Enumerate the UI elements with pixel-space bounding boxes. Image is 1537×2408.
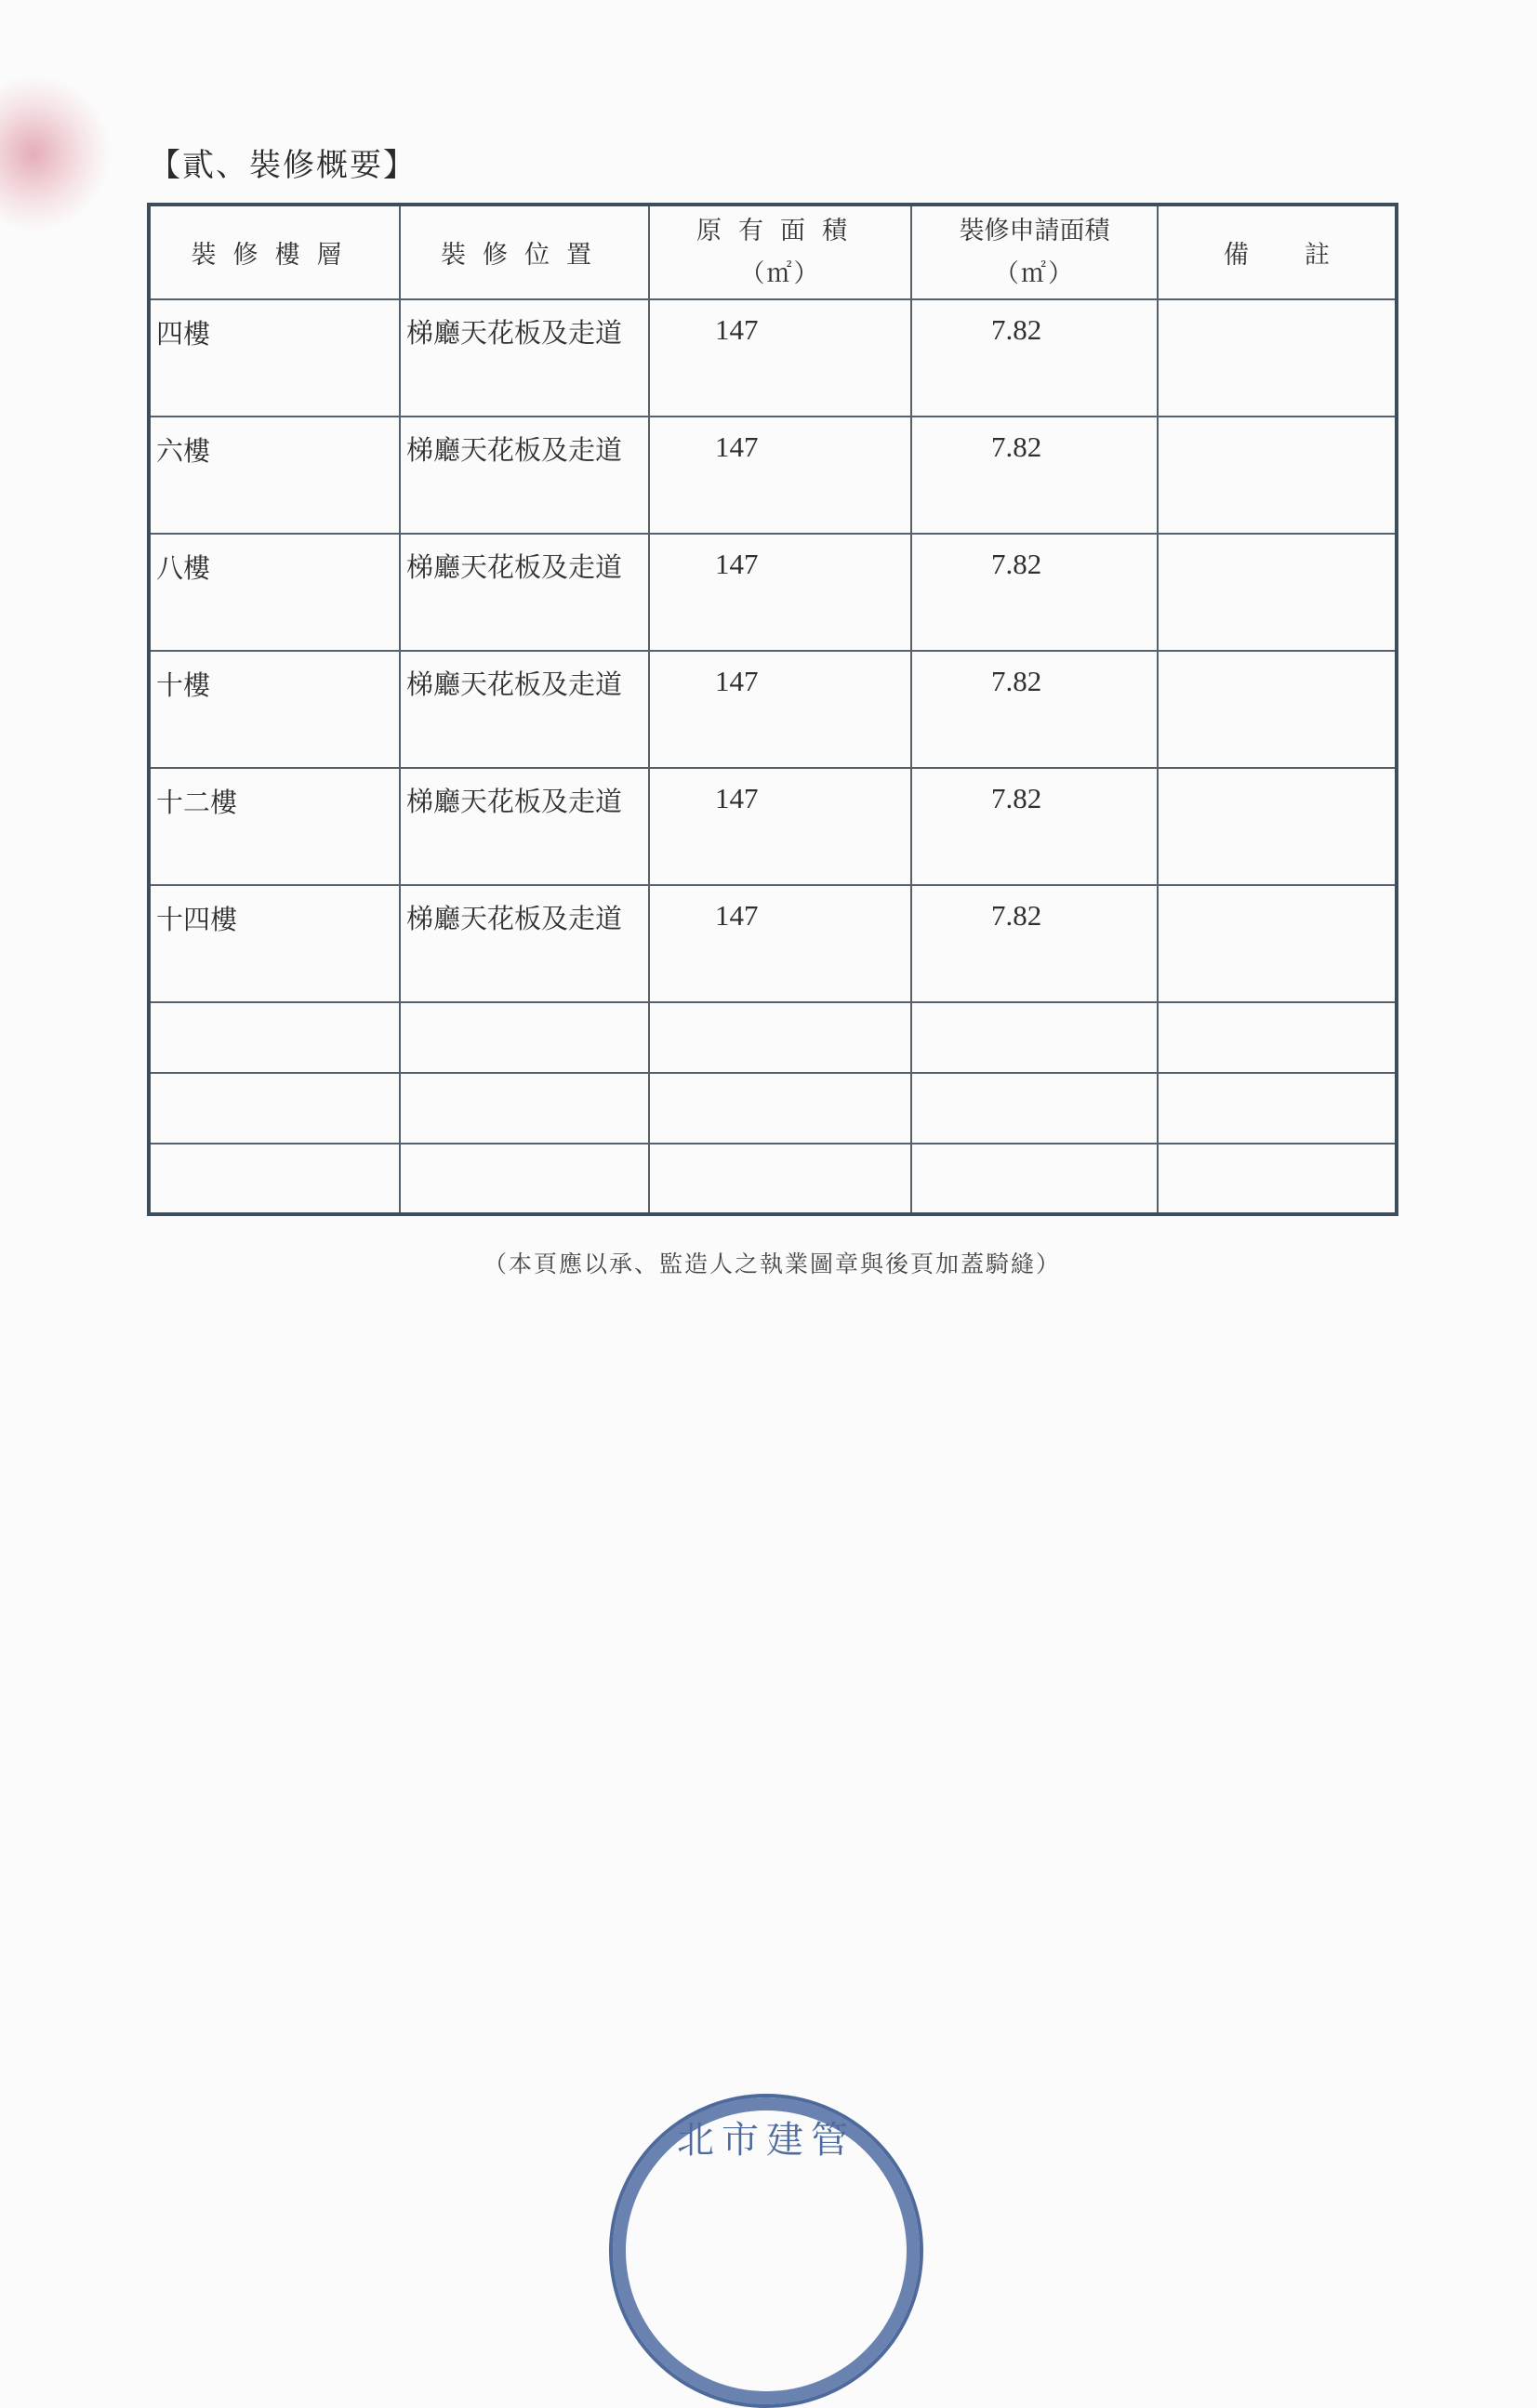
original-area-cell: 147 bbox=[649, 651, 911, 768]
header-original-area: 原有面積 （㎡） bbox=[649, 205, 911, 299]
empty-cell bbox=[911, 1073, 1158, 1144]
empty-cell bbox=[149, 1144, 400, 1214]
empty-cell bbox=[400, 1002, 649, 1073]
header-location: 裝修位置 bbox=[400, 205, 649, 299]
requested-area-cell: 7.82 bbox=[911, 299, 1158, 417]
floor-cell: 四樓 bbox=[149, 299, 400, 417]
floor-cell: 八樓 bbox=[149, 534, 400, 651]
remarks-cell bbox=[1158, 534, 1397, 651]
empty-cell bbox=[649, 1002, 911, 1073]
floor-cell: 十四樓 bbox=[149, 885, 400, 1002]
empty-cell bbox=[649, 1073, 911, 1144]
location-cell: 梯廳天花板及走道 bbox=[400, 768, 649, 885]
original-area-cell: 147 bbox=[649, 534, 911, 651]
floor-cell: 十樓 bbox=[149, 651, 400, 768]
location-cell: 梯廳天花板及走道 bbox=[400, 417, 649, 534]
empty-row bbox=[149, 1144, 1397, 1214]
official-seal bbox=[609, 2094, 923, 2408]
requested-area-cell: 7.82 bbox=[911, 534, 1158, 651]
header-requested-area: 裝修申請面積 （㎡） bbox=[911, 205, 1158, 299]
renovation-summary-table bbox=[147, 203, 1398, 1216]
remarks-cell bbox=[1158, 768, 1397, 885]
table-row bbox=[149, 885, 1397, 1002]
empty-cell bbox=[400, 1144, 649, 1214]
empty-cell bbox=[1158, 1144, 1397, 1214]
requested-area-cell: 7.82 bbox=[911, 885, 1158, 1002]
header-requested-area-unit: （㎡） bbox=[994, 258, 1075, 288]
original-area-cell: 147 bbox=[649, 885, 911, 1002]
seal-text: 北市建管 bbox=[677, 2119, 855, 2162]
empty-cell bbox=[911, 1144, 1158, 1214]
empty-cell bbox=[1158, 1002, 1397, 1073]
table-row bbox=[149, 768, 1397, 885]
requested-area-cell: 7.82 bbox=[911, 417, 1158, 534]
empty-cell bbox=[400, 1073, 649, 1144]
requested-area-cell: 7.82 bbox=[911, 768, 1158, 885]
remarks-cell bbox=[1158, 651, 1397, 768]
header-floor: 裝修樓層 bbox=[149, 205, 400, 299]
location-cell: 梯廳天花板及走道 bbox=[400, 534, 649, 651]
table-row bbox=[149, 534, 1397, 651]
empty-cell bbox=[149, 1073, 400, 1144]
remarks-cell bbox=[1158, 299, 1397, 417]
location-cell: 梯廳天花板及走道 bbox=[400, 885, 649, 1002]
table-row bbox=[149, 417, 1397, 534]
footnote: （本頁應以承、監造人之執業圖章與後頁加蓋騎縫） bbox=[484, 1250, 1062, 1277]
table-row bbox=[149, 299, 1397, 417]
empty-cell bbox=[1158, 1073, 1397, 1144]
remarks-cell bbox=[1158, 885, 1397, 1002]
header-row bbox=[149, 205, 1397, 299]
original-area-cell: 147 bbox=[649, 417, 911, 534]
empty-cell bbox=[149, 1002, 400, 1073]
original-area-cell: 147 bbox=[649, 299, 911, 417]
floor-cell: 六樓 bbox=[149, 417, 400, 534]
location-cell: 梯廳天花板及走道 bbox=[400, 299, 649, 417]
empty-cell bbox=[911, 1002, 1158, 1073]
table-row bbox=[149, 651, 1397, 768]
original-area-cell: 147 bbox=[649, 768, 911, 885]
header-original-area-unit: （㎡） bbox=[739, 258, 821, 288]
empty-row bbox=[149, 1002, 1397, 1073]
remarks-cell bbox=[1158, 417, 1397, 534]
requested-area-cell: 7.82 bbox=[911, 651, 1158, 768]
location-cell: 梯廳天花板及走道 bbox=[400, 651, 649, 768]
section-title: 【貳、裝修概要】 bbox=[149, 147, 417, 184]
header-remarks: 備 註 bbox=[1158, 205, 1397, 299]
empty-cell bbox=[649, 1144, 911, 1214]
floor-cell: 十二樓 bbox=[149, 768, 400, 885]
corner-stain bbox=[0, 74, 112, 232]
empty-row bbox=[149, 1073, 1397, 1144]
